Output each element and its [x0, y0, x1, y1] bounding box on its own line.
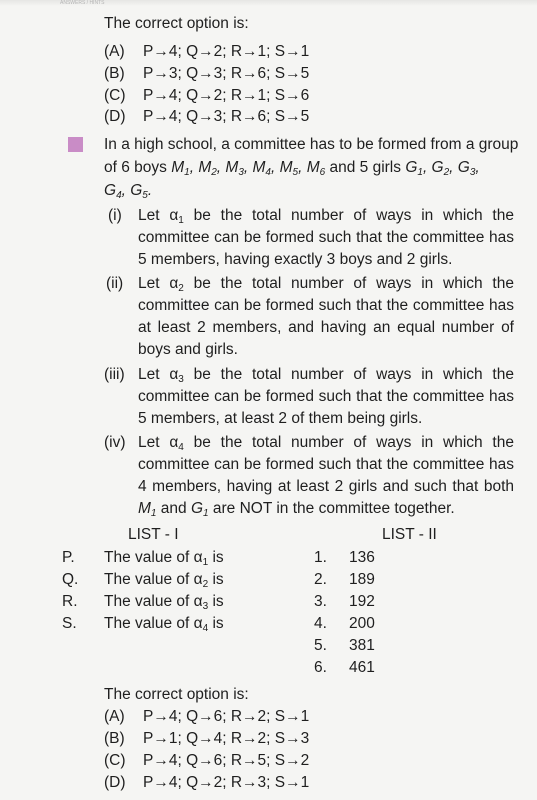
list2-key-1: 1.: [314, 549, 327, 566]
option-1-d-label: (D): [104, 108, 126, 125]
list1-text-r: The value of $\alpha_3$ is: [104, 593, 224, 612]
list2-key-2: 2.: [314, 571, 327, 588]
part-iv-line3: 4 members, having at least 2 girls and such that both: [138, 478, 514, 495]
problem-intro-line2: [104, 157, 480, 183]
problem-intro-line3: [104, 180, 152, 206]
list1-key-r: R.: [62, 593, 78, 610]
girl-list-b: $G_4$, $G_5$.: [104, 182, 153, 201]
list2-header: LIST - II: [382, 526, 437, 543]
part-i-line1: Let $\alpha_1$ be the total number of ways in which the: [138, 207, 514, 226]
option-1-a-label: (A): [104, 43, 125, 60]
part-iv-label: (iv): [104, 434, 126, 451]
option-2-a-label: (A): [104, 708, 125, 725]
option-2-b-text: P→1; Q→4; R→2; S→3: [143, 730, 310, 747]
part-iii-line3: 5 members, at least 2 of them being girls.: [138, 410, 423, 427]
part-i-line2: committee can be formed such that the committee has: [138, 229, 514, 246]
part-ii-label: (ii): [106, 275, 124, 292]
option-2-a-text: P→4; Q→6; R→2; S→1: [143, 708, 310, 725]
list2-value-5: 381: [349, 637, 375, 654]
problem-intro-line1: In a high school, a committee has to be formed from a group: [104, 136, 519, 153]
part-ii-line4: boys and girls.: [138, 341, 238, 358]
list2-value-2: 189: [349, 571, 375, 588]
list2-value-3: 192: [349, 593, 375, 610]
option-block-1-title: The correct option is:: [104, 15, 249, 32]
list1-header: LIST - I: [128, 526, 179, 543]
option-2-c-label: (C): [104, 752, 126, 769]
part-iv-line1: Let $\alpha_4$ be the total number of ways in which the: [138, 434, 514, 453]
boy-list: $M_1$, $M_2$, $M_3$, $M_4$, $M_5$, $M_6$: [171, 159, 326, 178]
option-1-d-text: P→4; Q→3; R→6; S→5: [143, 108, 310, 125]
option-1-c-text: P→4; Q→2; R→1; S→6: [143, 87, 310, 104]
part-ii-line2: committee can be formed such that the committee has: [138, 297, 514, 314]
option-1-b-label: (B): [104, 65, 125, 82]
list1-text-q: The value of $\alpha_2$ is: [104, 571, 224, 590]
list2-key-3: 3.: [314, 593, 327, 610]
list2-value-4: 200: [349, 615, 375, 632]
list1-text-p: The value of $\alpha_1$ is: [104, 549, 224, 568]
list2-key-6: 6.: [314, 659, 327, 676]
intro-boys-prefix: of 6 boys: [104, 159, 167, 176]
part-iii-line2: committee can be formed such that the committee has: [138, 388, 514, 405]
part-iv-line2: committee can be formed such that the committee has: [138, 456, 514, 473]
part-ii-line3: at least 2 members, and having an equal number of: [138, 319, 514, 336]
option-2-d-label: (D): [104, 774, 126, 791]
intro-girls-prefix: and 5 girls: [329, 159, 401, 176]
list1-key-s: S.: [62, 615, 77, 632]
girl-list-a: $G_1$, $G_2$, $G_3$,: [405, 159, 480, 178]
part-iii-line1: Let $\alpha_3$ be the total number of ways in which the: [138, 366, 514, 385]
option-block-2-title: The correct option is:: [104, 686, 249, 703]
list2-value-1: 136: [349, 549, 375, 566]
option-2-b-label: (B): [104, 730, 125, 747]
faded-header: ANSWERS / HINTS: [60, 0, 105, 6]
option-1-a-text: P→4; Q→2; R→1; S→1: [143, 43, 310, 60]
option-2-c-text: P→4; Q→6; R→5; S→2: [143, 752, 310, 769]
question-marker: [68, 137, 83, 152]
list1-key-q: Q.: [62, 571, 79, 588]
list2-key-4: 4.: [314, 615, 327, 632]
option-2-d-text: P→4; Q→2; R→3; S→1: [143, 774, 310, 791]
part-ii-line1: Let $\alpha_2$ be the total number of ways in which the: [138, 275, 514, 294]
option-1-c-label: (C): [104, 87, 126, 104]
list1-key-p: P.: [62, 549, 75, 566]
part-iii-label: (iii): [104, 366, 125, 383]
list1-text-s: The value of $\alpha_4$ is: [104, 615, 224, 634]
list2-key-5: 5.: [314, 637, 327, 654]
option-1-b-text: P→3; Q→3; R→6; S→5: [143, 65, 310, 82]
part-i-label: (i): [108, 207, 122, 224]
list2-value-6: 461: [349, 659, 375, 676]
part-iv-line4: $M_1$ and $G_1$ are NOT in the committee together.: [138, 500, 455, 519]
part-i-line3: 5 members, having exactly 3 boys and 2 girls.: [138, 251, 453, 268]
